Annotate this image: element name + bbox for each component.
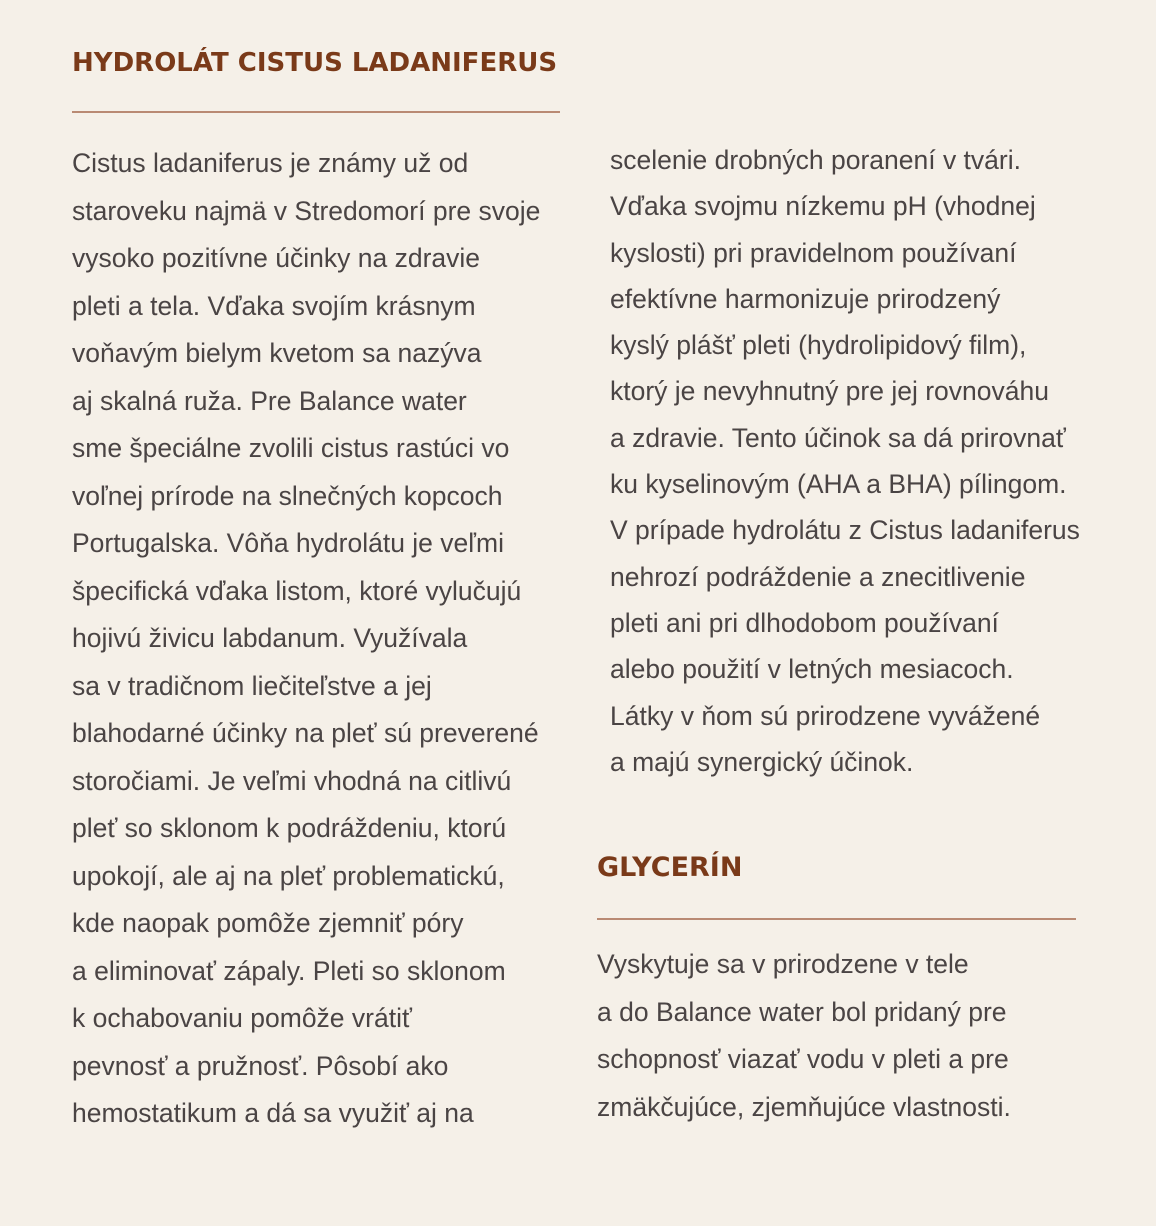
text-line: Vďaka svojmu nízkemu pH (vhodnej (610, 191, 1036, 222)
text-line: V prípade hydrolátu z Cistus ladaniferus (610, 515, 1080, 546)
hydrolat-heading: HYDROLÁT CISTUS LADANIFERUS (72, 48, 558, 78)
text-line: zmäkčujúce, zjemňujúce vlastnosti. (597, 1092, 1011, 1123)
text-line: efektívne harmonizuje prirodzený (610, 283, 1001, 314)
glycerin-text (597, 941, 1011, 1132)
text-line: scelenie drobných poranení v tvári. (610, 145, 1021, 175)
text-line: kyslosti) pri pravidelnom používaní (610, 237, 1017, 268)
text-line: hemostatikum a dá sa využiť aj na (72, 1098, 474, 1128)
text-line: Cistus ladaniferus je známy už od (72, 148, 469, 178)
text-line: pleť so sklonom k podráždeniu, ktorú (72, 813, 507, 843)
text-line: Portugalska. Vôňa hydrolátu je veľmi (72, 528, 504, 558)
text-line: staroveku najmä v Stredomorí pre svoje (72, 195, 541, 226)
glycerin-heading: GLYCERÍN (597, 852, 743, 883)
text-line: schopnosť viazať vodu v pleti a pre (597, 1044, 1009, 1075)
text-line: a zdravie. Tento účinok sa dá prirovnať (610, 422, 1066, 453)
hydrolat-divider (72, 111, 560, 113)
text-line: nehrozí podráždenie a znecitlivenie (610, 561, 1026, 592)
hydrolat-text-left (72, 140, 540, 1138)
text-line: voňavým bielym kvetom sa nazýva (72, 338, 482, 368)
text-line: kyslý plášť pleti (hydrolipidový film), (610, 330, 1027, 361)
text-line: aj skalná ruža. Pre Balance water (72, 385, 467, 416)
text-line: pleti a tela. Vďaka svojím krásnym (72, 290, 476, 321)
text-line: a eliminovať zápaly. Pleti so sklonom (72, 955, 506, 986)
text-line: Látky v ňom sú prirodzene vyvážené (610, 700, 1041, 731)
text-line: alebo použití v letných mesiacoch. (610, 654, 1014, 685)
text-line: a do Balance water bol pridaný pre (597, 996, 1007, 1027)
text-line: špecifická vďaka listom, ktoré vylučujú (72, 575, 522, 606)
text-line: voľnej prírode na slnečných kopcoch (72, 480, 503, 511)
text-line: upokojí, ale aj na pleť problematickú, (72, 860, 505, 891)
text-line: Vyskytuje sa v prirodzene v tele (597, 949, 969, 979)
text-line: sa v tradičnom liečiteľstve a jej (72, 670, 432, 701)
text-line: ku kyselinovým (AHA a BHA) pílingom. (610, 469, 1067, 500)
text-line: pevnosť a pružnosť. Pôsobí ako (72, 1050, 449, 1081)
text-line: vysoko pozitívne účinky na zdravie (72, 243, 481, 273)
text-line: k ochabovaniu pomôže vrátiť (72, 1003, 412, 1033)
glycerin-divider (597, 918, 1076, 920)
text-line: hojivú živicu labdanum. Využívala (72, 623, 468, 653)
text-line: storočiami. Je veľmi vhodná na citlivú (72, 765, 512, 796)
text-line: kde naopak pomôže zjemniť póry (72, 908, 464, 938)
text-line: blahodarné účinky na pleť sú preverené (72, 718, 539, 748)
text-line: sme špeciálne zvolili cistus rastúci vo (72, 433, 510, 463)
text-line: ktorý je nevyhnutný pre jej rovnováhu (610, 376, 1049, 407)
text-line: pleti ani pri dlhodobom používaní (610, 607, 999, 638)
hydrolat-text-right (610, 137, 1080, 785)
text-line: a majú synergický účinok. (610, 746, 914, 777)
